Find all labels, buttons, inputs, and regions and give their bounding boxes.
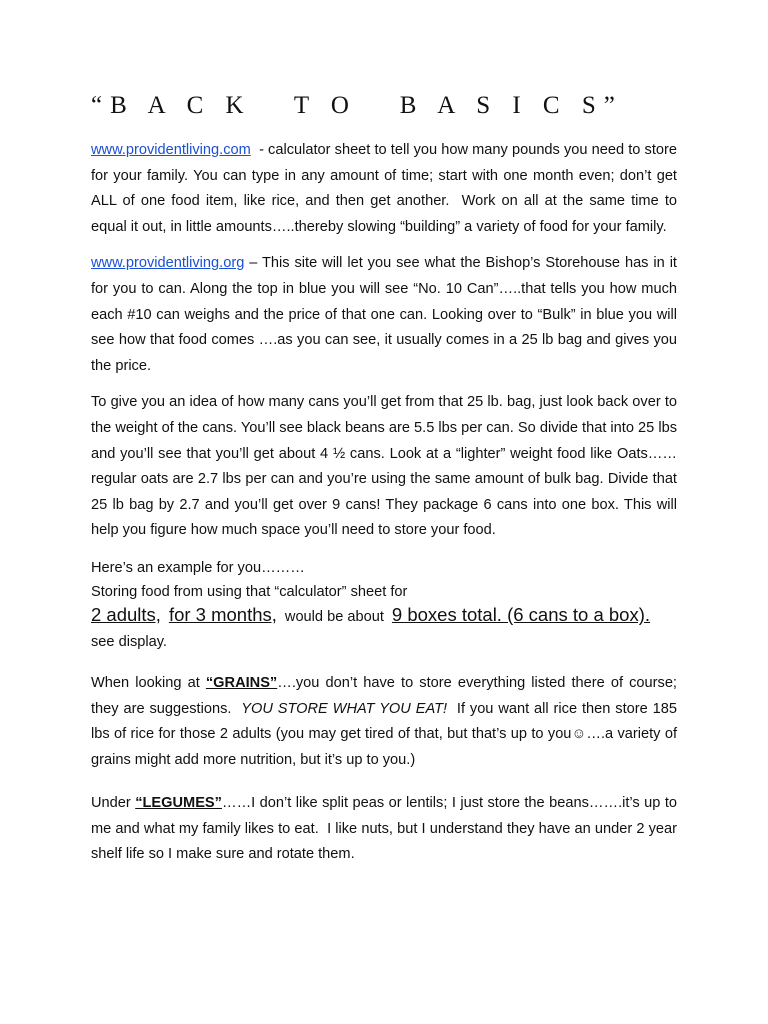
grains-before: When looking at xyxy=(91,674,206,691)
paragraph-legumes xyxy=(91,791,682,868)
example-see-display: see display. xyxy=(91,633,167,650)
providentliving-org-link[interactable]: www.providentliving.org xyxy=(91,255,245,272)
grains-end: ….a variety of grains might add more nutrition, but it’s up to you.) xyxy=(91,726,677,768)
smiley-icon: ☺ xyxy=(571,726,587,743)
example-intro: Here’s an example for you……… xyxy=(91,559,305,576)
paragraph-providentliving-com xyxy=(91,138,682,240)
paragraph-1-text: - calculator sheet to tell you how many pounds you need to store for your family. You can type in any amount of time; start with one month even; don’t get ALL of one food item, like rice, and then get another. Work on all at the same time to equal it out, in little amounts…..thereby slowing “building” a variety of food for your family. xyxy=(91,142,682,235)
example-block xyxy=(91,555,677,655)
example-middle: would be about xyxy=(284,608,384,625)
document-title-text: “B A C K T O B A S I C S” xyxy=(91,92,623,119)
grains-mid: ….you don’t have to store everything listed there of course; they are suggestions. xyxy=(91,674,682,717)
legumes-after: ……I don’t like split peas or lentils; I just store the beans…….it’s up to me and what my family likes to eat. I like nuts, but I understand they have an under 2 year shelf life so I make sure and rotate them. xyxy=(91,795,682,863)
example-calculator-line: Storing food from using that “calculator” sheet for xyxy=(91,583,408,600)
document-page xyxy=(91,92,682,879)
paragraph-3-text: To give you an idea of how many cans you’ll get from that 25 lb. bag, just look back over to the weight of the cans. You’ll see black beans are 5.5 lbs per can. So divide that into 25 lbs and you’ll see that you’ll get about 4 ½ cans. Look at a “lighter” weight food like Oats……regular oats are 2.7 lbs per can and you’re using the same amount of bulk bag. Divide that 25 lb bag by 2.7 and you’ll get over 9 cans! They package 6 cans into one box. This will help you figure how much space you’ll need to store your food. xyxy=(91,394,677,539)
document-title xyxy=(91,92,677,120)
paragraph-2-text: – This site will let you see what the Bishop’s Storehouse has in it for you to can. Along the top in blue you will see “No. 10 Can”…..that tells you how much each #10 can weighs and the price of that one can. Looking over to “Bulk” in blue you will see how that food comes ….as you can see, it usually comes in a 25 lb bag and gives you the price. xyxy=(91,255,677,374)
paragraph-grains xyxy=(91,671,682,773)
grains-keyword: “GRAINS” xyxy=(205,674,278,691)
legumes-before: Under xyxy=(91,795,136,812)
paragraph-can-calculation xyxy=(91,390,677,544)
grains-italic-emphasis: YOU STORE WHAT YOU EAT! xyxy=(241,700,448,717)
grains-after: If you want all rice then store 185 lbs of rice for those 2 adults (you may get tired of that, but that’s up to you xyxy=(91,700,682,743)
example-boxes: 9 boxes total. (6 cans to a box). xyxy=(391,603,651,625)
example-adults: 2 adults, xyxy=(91,603,161,625)
legumes-keyword: “LEGUMES” xyxy=(135,795,222,812)
example-summary-line xyxy=(91,603,677,629)
example-months: for 3 months, xyxy=(168,603,277,625)
providentliving-com-link[interactable]: www.providentliving.com xyxy=(91,142,251,158)
paragraph-providentliving-org xyxy=(91,251,677,379)
